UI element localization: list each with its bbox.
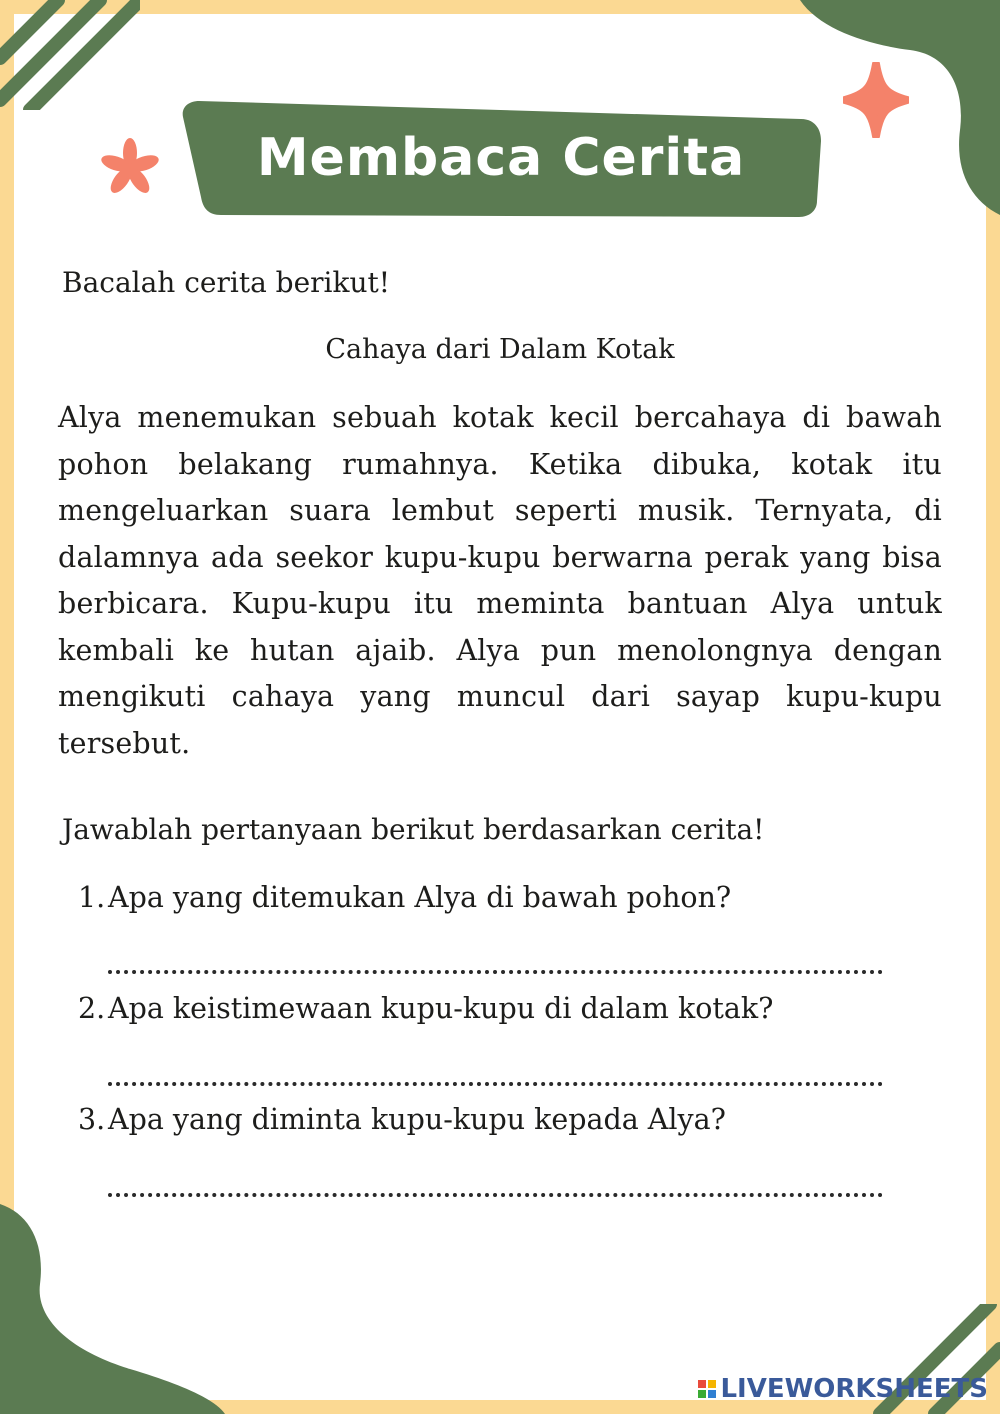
question-number: 2. bbox=[78, 992, 106, 1025]
liveworksheets-logo-icon bbox=[698, 1380, 716, 1398]
question-3 bbox=[78, 1103, 726, 1136]
answer-line-3[interactable] bbox=[108, 1189, 883, 1197]
question-text: Apa yang ditemukan Alya di bawah pohon? bbox=[108, 881, 732, 914]
question-text: Apa keistimewaan kupu-kupu di dalam kotak? bbox=[108, 992, 774, 1025]
asterisk-star-icon bbox=[100, 138, 160, 198]
page-title: Membaca Cerita bbox=[256, 128, 746, 188]
liveworksheets-watermark bbox=[698, 1374, 988, 1404]
question-number: 3. bbox=[78, 1103, 106, 1136]
question-number: 1. bbox=[78, 881, 106, 914]
sparkle-star-icon bbox=[843, 62, 909, 138]
story-title: Cahaya dari Dalam Kotak bbox=[325, 334, 675, 365]
reading-instruction: Bacalah cerita berikut! bbox=[62, 266, 391, 299]
corner-blob-bottom-left bbox=[0, 1204, 230, 1414]
answer-line-2[interactable] bbox=[108, 1078, 883, 1086]
watermark-label: LIVEWORKSHEETS bbox=[720, 1374, 988, 1404]
corner-stripes-top-left bbox=[0, 0, 140, 110]
question-2 bbox=[78, 992, 773, 1025]
answer-line-1[interactable] bbox=[108, 966, 883, 974]
question-text: Apa yang diminta kupu-kupu kepada Alya? bbox=[108, 1103, 726, 1136]
questions-instruction: Jawablah pertanyaan berikut berdasarkan cerita! bbox=[62, 813, 765, 846]
question-1 bbox=[78, 881, 731, 914]
story-text: Alya menemukan sebuah kotak kecil bercahaya di bawah pohon belakang rumahnya. Ketika dibuka, kotak itu mengeluarkan suara lembut seperti musik. Ternyata, di dalamnya ada seekor kupu-kupu berwarna perak yang bisa berbicara. Kupu-kupu itu meminta bantuan Alya untuk kembali ke hutan ajaib. Alya pun menolongnya dengan mengikuti cahaya yang muncul dari sayap kupu-kupu tersebut. bbox=[58, 401, 942, 760]
